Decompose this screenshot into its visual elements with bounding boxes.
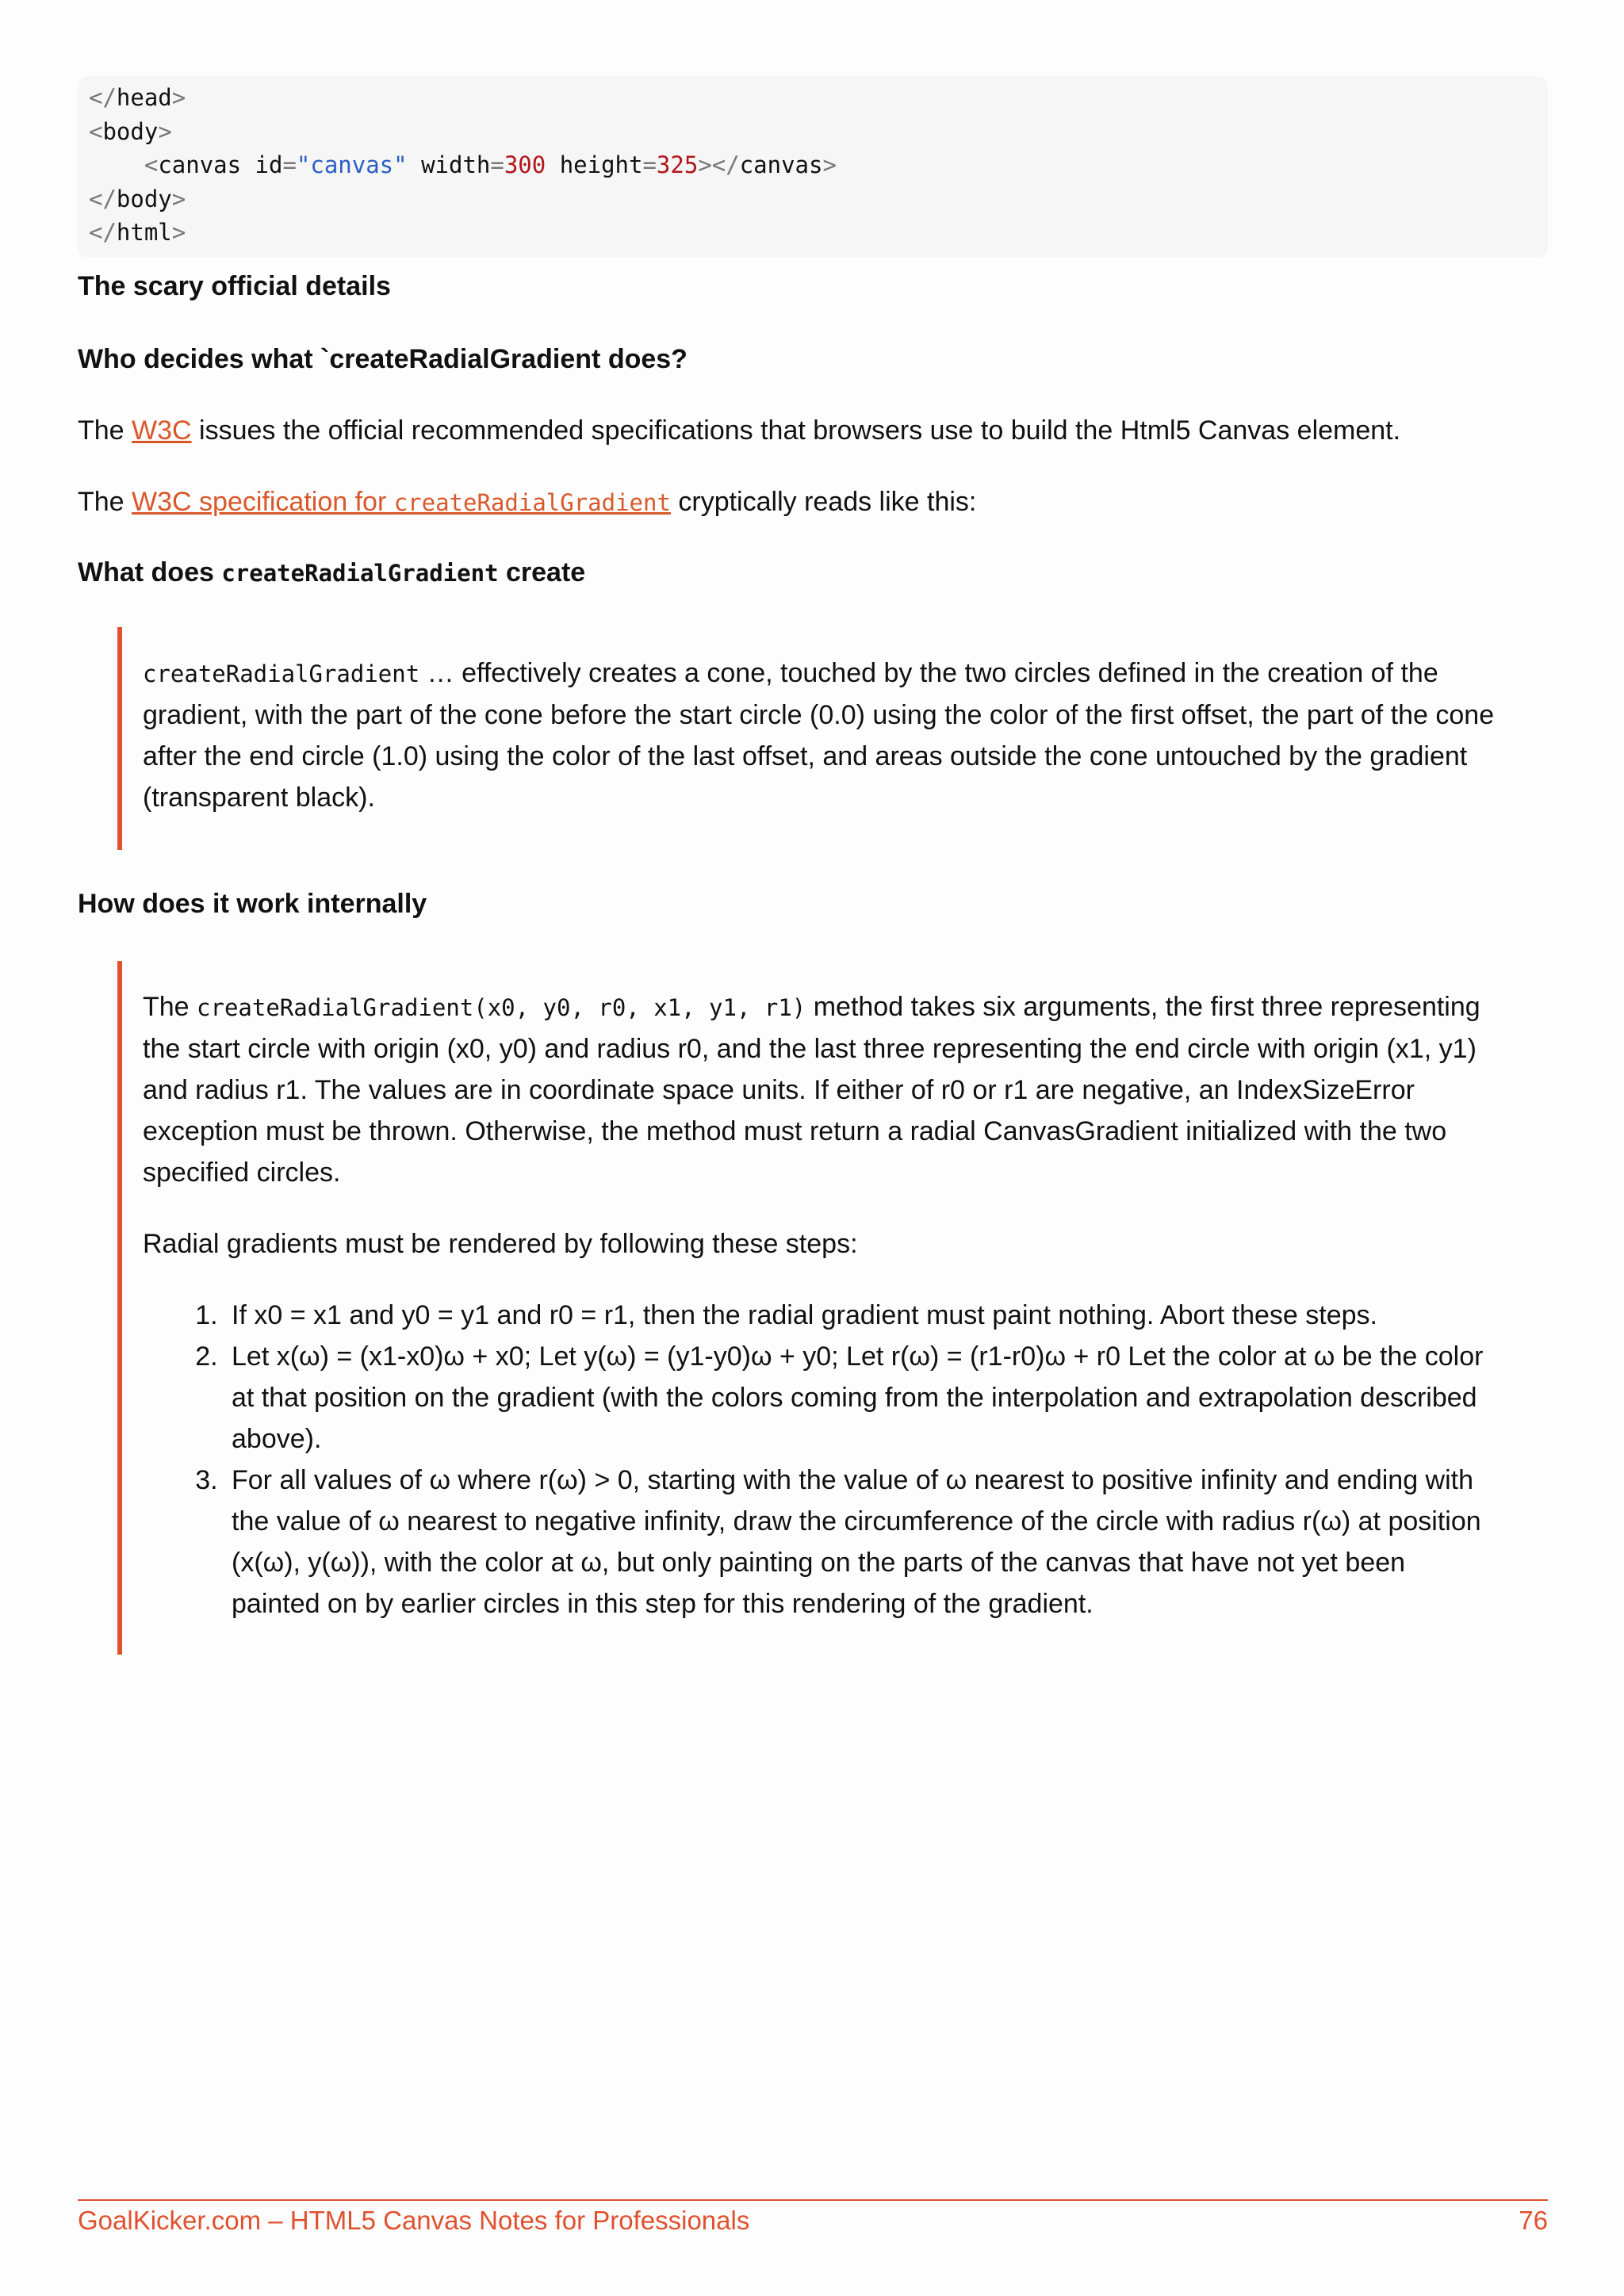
step-item: 2. Let x(ω) = (x1-x0)ω + x0; Let y(ω) = (y1-y0)ω + y0; Let r(ω) = (r1-r0)ω + r0 Let the color at ω be the color at that position on the gradient (with the colors coming from the interpolation and extrapolation described above). [225, 1336, 1500, 1460]
code-line [89, 148, 1537, 182]
code-line [89, 216, 1537, 250]
w3c-spec-link[interactable] [132, 487, 671, 517]
code-token: 325 [656, 151, 699, 178]
page-content [78, 76, 1548, 1655]
code-line [89, 182, 1537, 216]
code-token: </ [89, 185, 117, 212]
heading-how-internally: How does it work internally [78, 888, 427, 919]
code-token: head [116, 84, 172, 111]
quote-cone-code: createRadialGradient [143, 660, 420, 687]
code-token: < [89, 117, 103, 145]
code-token: </ [89, 219, 117, 246]
quote-cone-text [143, 652, 1500, 818]
code-token: body [102, 117, 159, 145]
spec-link-text: W3C specification for [132, 486, 394, 517]
heading-what-code: createRadialGradient [221, 559, 499, 587]
heading-what-after: create [498, 557, 586, 587]
spec-link-code: createRadialGradient [393, 488, 671, 516]
code-token: = [642, 151, 657, 178]
page-footer [78, 2199, 1548, 2236]
code-line [89, 81, 1537, 115]
quote-intro-before: The [143, 991, 197, 1022]
code-token: > [158, 117, 172, 145]
step-item: 1. If x0 = x1 and y0 = y1 and r0 = r1, then the radial gradient must paint nothing. Abort these steps. [225, 1295, 1500, 1336]
code-token: width [407, 151, 491, 178]
code-token: > [171, 84, 186, 111]
quote-cone-body: … effectively creates a cone, touched by the two circles defined in the creation of the gradient, with the part of the cone before the start circle (0.0) using the color of the first offset, the part of the cone after the end circle (1.0) using the color of the last offset, and areas outside the cone untouched by the gradient (transparent black). [143, 657, 1495, 813]
spec-para-after: cryptically reads like this: [670, 486, 977, 517]
code-token: canvas [739, 151, 823, 178]
code-token: "canvas" [296, 151, 408, 178]
heading-scary-details: The scary official details [78, 270, 391, 301]
spec-paragraph [78, 481, 1548, 523]
code-token: > [822, 151, 837, 178]
page-number: 76 [1519, 2206, 1548, 2235]
code-token: ></ [698, 151, 740, 178]
code-token: = [282, 151, 297, 178]
code-token: 300 [504, 151, 546, 178]
footer-title: GoalKicker.com – HTML5 Canvas Notes for Professionals [78, 2206, 750, 2235]
w3c-paragraph [78, 410, 1548, 451]
steps-intro: Radial gradients must be rendered by following these steps: [143, 1228, 858, 1259]
w3c-para-after: issues the official recommended specifications that browsers use to build the Html5 Canvas element. [191, 415, 1401, 446]
code-token: body [116, 185, 172, 212]
code-token: </ [89, 84, 117, 111]
w3c-link[interactable]: W3C [132, 415, 192, 446]
quote-internal-intro [143, 986, 1500, 1193]
code-line [89, 115, 1537, 149]
code-token: < [144, 151, 159, 178]
w3c-para-before: The [78, 415, 132, 446]
code-token: height [546, 151, 643, 178]
spec-para-before: The [78, 486, 132, 517]
steps-list [143, 1295, 1500, 1624]
code-token: > [171, 219, 186, 246]
code-token: html [116, 219, 172, 246]
heading-what-does [78, 555, 1548, 591]
heading-what-before: What does [78, 557, 222, 587]
code-token: canvas id [158, 151, 283, 178]
heading-who-decides: Who decides what `createRadialGradient does? [78, 343, 688, 374]
code-block [78, 76, 1548, 258]
blockquote-cone [117, 627, 1548, 850]
code-token: > [171, 185, 186, 212]
step-item: 3. For all values of ω where r(ω) > 0, starting with the value of ω nearest to positive infinity and ending with the value of ω nearest to negative infinity, draw the circumference of the circle with radius r(ω) at position (x(ω), y(ω)), with the color at ω, but only painting on the parts of the canvas that have not yet been painted on by earlier circles in this step for this rendering of the gradient. [225, 1460, 1500, 1624]
quote-intro-code: createRadialGradient(x0, y0, r0, x1, y1, r1) [197, 993, 806, 1021]
code-token: = [490, 151, 504, 178]
blockquote-internal [117, 961, 1548, 1655]
quote-intro-after: method takes six arguments, the first three representing the start circle with origin (x0, y0) and radius r0, and the last three representing the end circle with origin (x1, y1) and radius r1. The values are in coordinate space units. If either of r0 or r1 are negative, an IndexSizeError exception must be thrown. Otherwise, the method must return a radial CanvasGradient initialized with the two specified circles. [143, 991, 1480, 1188]
